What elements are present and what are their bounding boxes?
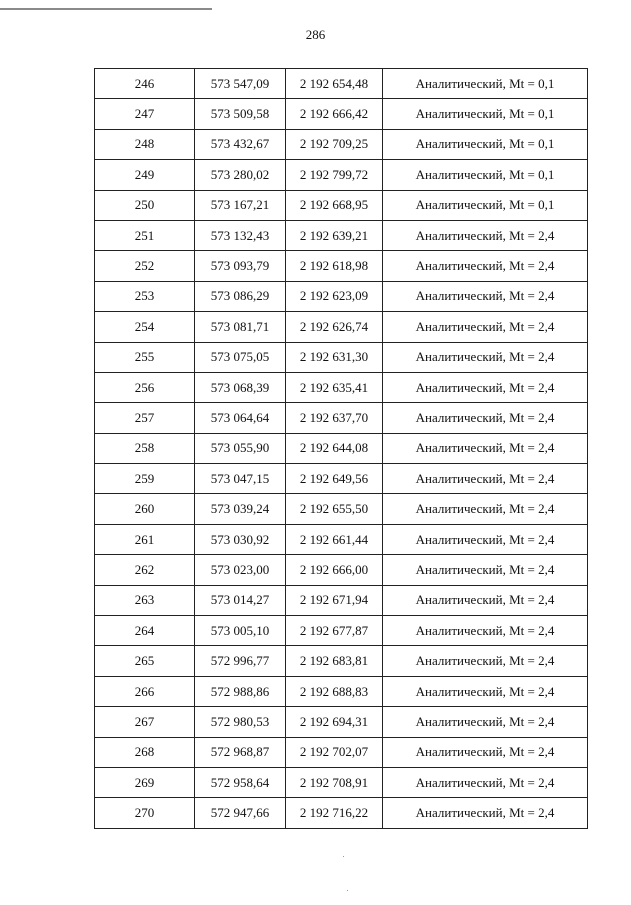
point-number-cell: 252 [95,251,195,281]
point-number-cell: 253 [95,281,195,311]
y-coordinate-cell: 2 192 688,83 [286,676,383,706]
x-coordinate-cell: 573 081,71 [195,312,286,342]
y-coordinate-cell: 2 192 654,48 [286,69,383,99]
y-coordinate-cell: 2 192 671,94 [286,585,383,615]
method-cell: Аналитический, Mt = 2,4 [383,433,588,463]
point-number-cell: 260 [95,494,195,524]
y-coordinate-cell: 2 192 683,81 [286,646,383,676]
x-coordinate-cell: 573 132,43 [195,220,286,250]
method-cell: Аналитический, Mt = 0,1 [383,69,588,99]
table-row [95,251,588,281]
table-row [95,707,588,737]
method-cell: Аналитический, Mt = 2,4 [383,524,588,554]
x-coordinate-cell: 573 023,00 [195,555,286,585]
y-coordinate-cell: 2 192 661,44 [286,524,383,554]
x-coordinate-cell: 573 432,67 [195,129,286,159]
scan-speck [347,890,348,891]
point-number-cell: 261 [95,524,195,554]
scan-speck [343,856,344,857]
x-coordinate-cell: 572 968,87 [195,737,286,767]
x-coordinate-cell: 573 039,24 [195,494,286,524]
table-row [95,494,588,524]
y-coordinate-cell: 2 192 708,91 [286,767,383,797]
x-coordinate-cell: 573 075,05 [195,342,286,372]
x-coordinate-cell: 573 064,64 [195,403,286,433]
x-coordinate-cell: 573 068,39 [195,372,286,402]
method-cell: Аналитический, Mt = 2,4 [383,372,588,402]
coordinates-table-body [95,69,588,829]
method-cell: Аналитический, Mt = 2,4 [383,646,588,676]
method-cell: Аналитический, Mt = 2,4 [383,494,588,524]
point-number-cell: 263 [95,585,195,615]
y-coordinate-cell: 2 192 623,09 [286,281,383,311]
table-row [95,129,588,159]
x-coordinate-cell: 573 509,58 [195,99,286,129]
point-number-cell: 268 [95,737,195,767]
y-coordinate-cell: 2 192 626,74 [286,312,383,342]
method-cell: Аналитический, Mt = 2,4 [383,251,588,281]
page-number: 286 [305,27,326,42]
y-coordinate-cell: 2 192 668,95 [286,190,383,220]
point-number-cell: 257 [95,403,195,433]
method-cell: Аналитический, Mt = 2,4 [383,767,588,797]
scan-edge-line [0,8,212,10]
y-coordinate-cell: 2 192 799,72 [286,160,383,190]
x-coordinate-cell: 573 086,29 [195,281,286,311]
y-coordinate-cell: 2 192 631,30 [286,342,383,372]
table-row [95,767,588,797]
x-coordinate-cell: 573 047,15 [195,464,286,494]
table-row [95,616,588,646]
y-coordinate-cell: 2 192 644,08 [286,433,383,463]
x-coordinate-cell: 573 055,90 [195,433,286,463]
table-row [95,555,588,585]
method-cell: Аналитический, Mt = 2,4 [383,342,588,372]
point-number-cell: 258 [95,433,195,463]
point-number-cell: 248 [95,129,195,159]
x-coordinate-cell: 573 014,27 [195,585,286,615]
point-number-cell: 264 [95,616,195,646]
point-number-cell: 254 [95,312,195,342]
point-number-cell: 265 [95,646,195,676]
point-number-cell: 256 [95,372,195,402]
x-coordinate-cell: 573 093,79 [195,251,286,281]
y-coordinate-cell: 2 192 666,42 [286,99,383,129]
point-number-cell: 266 [95,676,195,706]
y-coordinate-cell: 2 192 716,22 [286,798,383,828]
method-cell: Аналитический, Mt = 2,4 [383,312,588,342]
table-row [95,99,588,129]
table-row [95,69,588,99]
method-cell: Аналитический, Mt = 2,4 [383,707,588,737]
y-coordinate-cell: 2 192 666,00 [286,555,383,585]
table-row [95,433,588,463]
point-number-cell: 251 [95,220,195,250]
method-cell: Аналитический, Mt = 2,4 [383,798,588,828]
y-coordinate-cell: 2 192 618,98 [286,251,383,281]
point-number-cell: 267 [95,707,195,737]
y-coordinate-cell: 2 192 655,50 [286,494,383,524]
x-coordinate-cell: 573 005,10 [195,616,286,646]
table-row [95,676,588,706]
x-coordinate-cell: 572 980,53 [195,707,286,737]
x-coordinate-cell: 573 030,92 [195,524,286,554]
table-row [95,403,588,433]
point-number-cell: 250 [95,190,195,220]
table-row [95,524,588,554]
method-cell: Аналитический, Mt = 2,4 [383,585,588,615]
y-coordinate-cell: 2 192 639,21 [286,220,383,250]
point-number-cell: 262 [95,555,195,585]
x-coordinate-cell: 572 958,64 [195,767,286,797]
point-number-cell: 247 [95,99,195,129]
method-cell: Аналитический, Mt = 2,4 [383,737,588,767]
method-cell: Аналитический, Mt = 2,4 [383,464,588,494]
method-cell: Аналитический, Mt = 2,4 [383,220,588,250]
table-row [95,737,588,767]
point-number-cell: 269 [95,767,195,797]
table-row [95,342,588,372]
y-coordinate-cell: 2 192 694,31 [286,707,383,737]
x-coordinate-cell: 572 996,77 [195,646,286,676]
y-coordinate-cell: 2 192 709,25 [286,129,383,159]
method-cell: Аналитический, Mt = 0,1 [383,190,588,220]
method-cell: Аналитический, Mt = 0,1 [383,129,588,159]
x-coordinate-cell: 572 988,86 [195,676,286,706]
table-row [95,798,588,828]
method-cell: Аналитический, Mt = 0,1 [383,160,588,190]
point-number-cell: 249 [95,160,195,190]
method-cell: Аналитический, Mt = 2,4 [383,281,588,311]
table-row [95,585,588,615]
table-row [95,312,588,342]
y-coordinate-cell: 2 192 635,41 [286,372,383,402]
table-row [95,646,588,676]
coordinates-table [94,68,588,829]
table-row [95,464,588,494]
x-coordinate-cell: 573 280,02 [195,160,286,190]
method-cell: Аналитический, Mt = 2,4 [383,403,588,433]
table-row [95,220,588,250]
y-coordinate-cell: 2 192 677,87 [286,616,383,646]
x-coordinate-cell: 573 167,21 [195,190,286,220]
x-coordinate-cell: 573 547,09 [195,69,286,99]
y-coordinate-cell: 2 192 637,70 [286,403,383,433]
method-cell: Аналитический, Mt = 2,4 [383,616,588,646]
x-coordinate-cell: 572 947,66 [195,798,286,828]
table-row [95,281,588,311]
method-cell: Аналитический, Mt = 0,1 [383,99,588,129]
point-number-cell: 270 [95,798,195,828]
table-row [95,190,588,220]
point-number-cell: 259 [95,464,195,494]
point-number-cell: 246 [95,69,195,99]
table-row [95,160,588,190]
table-row [95,372,588,402]
y-coordinate-cell: 2 192 702,07 [286,737,383,767]
method-cell: Аналитический, Mt = 2,4 [383,676,588,706]
point-number-cell: 255 [95,342,195,372]
y-coordinate-cell: 2 192 649,56 [286,464,383,494]
method-cell: Аналитический, Mt = 2,4 [383,555,588,585]
